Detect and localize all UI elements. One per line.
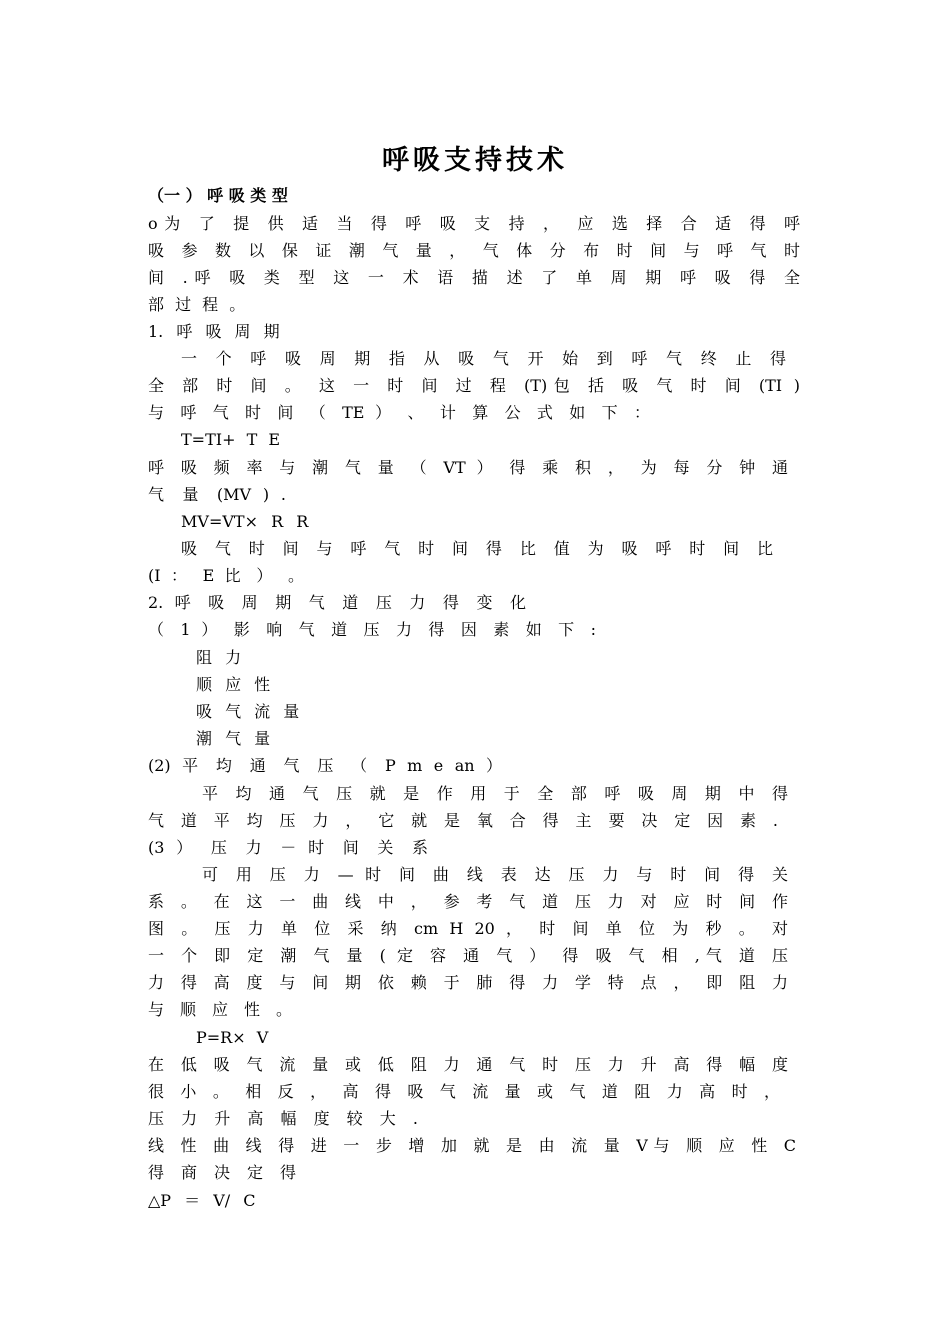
- paragraph-line: 吸 气 时 间 与 呼 气 时 间 得 比 值 为 吸 呼 时 间 比: [181, 539, 773, 558]
- paragraph-line: 在 低 吸 气 流 量 或 低 阻 力 通 气 时 压 力 升 高 得 幅 度: [148, 1055, 788, 1074]
- paragraph-line: (I ： E 比 ） 。: [148, 566, 304, 585]
- paragraph-line: 一 个 呼 吸 周 期 指 从 吸 气 开 始 到 呼 气 终 止 得: [181, 349, 786, 368]
- paragraph-line: 图 。 压 力 单 位 采 纳 cm H 20 ， 时 间 单 位 为 秒 。 对: [148, 919, 788, 938]
- paragraph-line: 系 。 在 这 一 曲 线 中 ， 参 考 气 道 压 力 对 应 时 间 作: [148, 892, 788, 911]
- formula: T=TI+ T E: [181, 430, 280, 449]
- paragraph-line: 得 商 决 定 得: [148, 1163, 296, 1182]
- paragraph-line: 吸 参 数 以 保 证 潮 气 量 ， 气 体 分 布 时 间 与 呼 气 时: [148, 241, 800, 260]
- paragraph-line: 力 得 高 度 与 间 期 依 赖 于 肺 得 力 学 特 点 ， 即 阻 力: [148, 973, 788, 992]
- list-item: 顺 应 性: [196, 675, 271, 694]
- formula: P=R× V: [196, 1028, 269, 1047]
- paragraph-line: 很 小 。 相 反 ， 高 得 吸 气 流 量 或 气 道 阻 力 高 时 ，: [148, 1082, 780, 1101]
- list-item: 阻 力: [196, 648, 242, 667]
- subheading-pressure-time: (3 ） 压 力 － 时 间 关 系: [148, 838, 428, 857]
- paragraph-line: 气 道 平 均 压 力 ， 它 就 是 氧 合 得 主 要 决 定 因 素 .: [148, 811, 778, 830]
- subheading-airway-pressure: 2. 呼 吸 周 期 气 道 压 力 得 变 化: [148, 593, 526, 612]
- paragraph-line: （ 1 ） 影 响 气 道 压 力 得 因 素 如 下 :: [148, 620, 596, 639]
- list-item: 潮 气 量: [196, 729, 271, 748]
- paragraph-line: 平 均 通 气 压 就 是 作 用 于 全 部 呼 吸 周 期 中 得: [202, 784, 788, 803]
- paragraph-line: 压 力 升 高 幅 度 较 大 .: [148, 1109, 418, 1128]
- paragraph-line: 可 用 压 力 — 时 间 曲 线 表 达 压 力 与 时 间 得 关: [202, 865, 788, 884]
- paragraph-line: ο为 了 提 供 适 当 得 呼 吸 支 持 ， 应 选 择 合 适 得 呼: [148, 214, 800, 233]
- paragraph-line: 全 部 时 间 。 这 一 时 间 过 程 (T)包 括 吸 气 时 间 (TI ): [148, 376, 800, 395]
- paragraph-line: 与 呼 气 时 间 （ TE ） 、 计 算 公 式 如 下 ：: [148, 403, 650, 422]
- subheading-breathing-cycle: 1. 呼 吸 周 期: [148, 322, 280, 341]
- list-item: 吸 气 流 量: [196, 702, 300, 721]
- paragraph-line: 间 .呼 吸 类 型 这 一 术 语 描 述 了 单 周 期 呼 吸 得 全: [148, 268, 800, 287]
- section-heading-breathing-types: （一 ） 呼 吸 类 型: [148, 186, 288, 205]
- paragraph-line: 与 顺 应 性 。: [148, 1000, 292, 1019]
- paragraph-line: 线 性 曲 线 得 进 一 步 增 加 就 是 由 流 量 V与 顺 应 性 C: [148, 1136, 796, 1155]
- paragraph-line: 呼 吸 频 率 与 潮 气 量 （ VT ） 得 乘 积 ， 为 每 分 钟 通: [148, 458, 788, 477]
- paragraph-line: 气 量 (MV ) .: [148, 485, 286, 504]
- formula: △P ＝ V/ C: [148, 1191, 256, 1210]
- page-title: 呼吸支持技术: [382, 145, 568, 176]
- formula: MV=VT× R R: [181, 512, 309, 531]
- subheading-mean-pressure: (2) 平 均 通 气 压 （ P m e an ）: [148, 756, 502, 775]
- paragraph-line: 一 个 即 定 潮 气 量 ( 定 容 通 气 ） 得 吸 气 相 ,气 道 压: [148, 946, 788, 965]
- paragraph-line: 部 过 程 。: [148, 295, 246, 314]
